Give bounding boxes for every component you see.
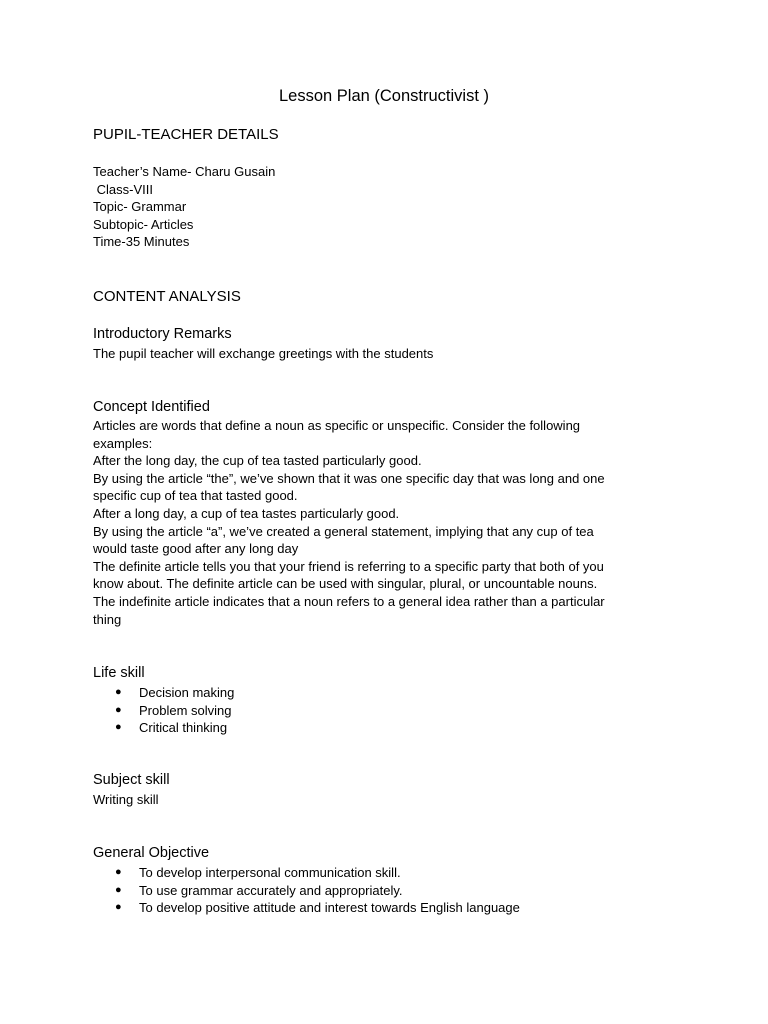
list-item-text: To use grammar accurately and appropriately. — [139, 882, 403, 898]
concept-line: know about. The definite article can be used with singular, plural, or uncountable nouns. — [93, 576, 598, 592]
general-objective-heading: General Objective — [93, 845, 210, 861]
list-item-text: To develop interpersonal communication skill. — [139, 865, 401, 880]
concept-identified-heading: Concept Identified — [93, 399, 210, 415]
concept-line: would taste good after any long day — [93, 541, 299, 557]
introductory-remarks-text: The pupil teacher will exchange greetings with the students — [93, 346, 434, 361]
concept-line: After a long day, a cup of tea tastes particularly good. — [93, 505, 400, 521]
pupil-teacher-heading: PUPIL-TEACHER DETAILS — [93, 126, 279, 143]
list-item-text: Problem solving — [139, 702, 232, 718]
concept-line: By using the article “the”, we’ve shown that it was one specific day that was long and one — [93, 470, 605, 486]
subject-skill-text: Writing skill — [93, 792, 159, 807]
teacher-name: Teacher’s Name- Charu Gusain — [93, 164, 276, 179]
concept-identified-paragraph — [93, 417, 673, 628]
list-item-text: Decision making — [139, 685, 235, 700]
concept-line: The definite article tells you that your friend is referring to a specific party that both of you — [93, 558, 604, 574]
bullet-icon: ● — [115, 901, 122, 914]
concept-line: After the long day, the cup of tea tasted particularly good. — [93, 453, 422, 469]
bullet-icon: ● — [115, 866, 122, 878]
content-analysis-heading: CONTENT ANALYSIS — [93, 288, 241, 305]
subtopic-line: Subtopic- Articles — [93, 216, 194, 232]
life-skill-heading: Life skill — [93, 665, 145, 681]
concept-line: thing — [93, 611, 122, 627]
concept-line: examples: — [93, 435, 153, 451]
document-title: Lesson Plan (Constructivist ) — [279, 87, 489, 105]
bullet-icon: ● — [115, 883, 122, 896]
introductory-remarks-heading: Introductory Remarks — [93, 326, 232, 342]
concept-line: By using the article “a”, we’ve created a general statement, implying that any cup of tea — [93, 523, 594, 539]
list-item-text: Critical thinking — [139, 720, 228, 736]
bullet-icon: ● — [115, 703, 122, 716]
time-line: Time-35 Minutes — [93, 234, 190, 250]
pupil-teacher-details — [93, 163, 275, 251]
subject-skill-heading: Subject skill — [93, 772, 170, 788]
concept-line: specific cup of tea that tasted good. — [93, 488, 298, 504]
topic-line: Topic- Grammar — [93, 199, 187, 215]
concept-line: The indefinite article indicates that a noun refers to a general idea rather than a particular — [93, 593, 605, 609]
list-item-text: To develop positive attitude and interest towards English language — [139, 900, 520, 916]
bullet-icon: ● — [115, 721, 122, 734]
class-line: Class-VIII — [93, 181, 153, 197]
concept-line: Articles are words that define a noun as specific or unspecific. Consider the following — [93, 418, 581, 433]
bullet-icon: ● — [115, 686, 122, 698]
